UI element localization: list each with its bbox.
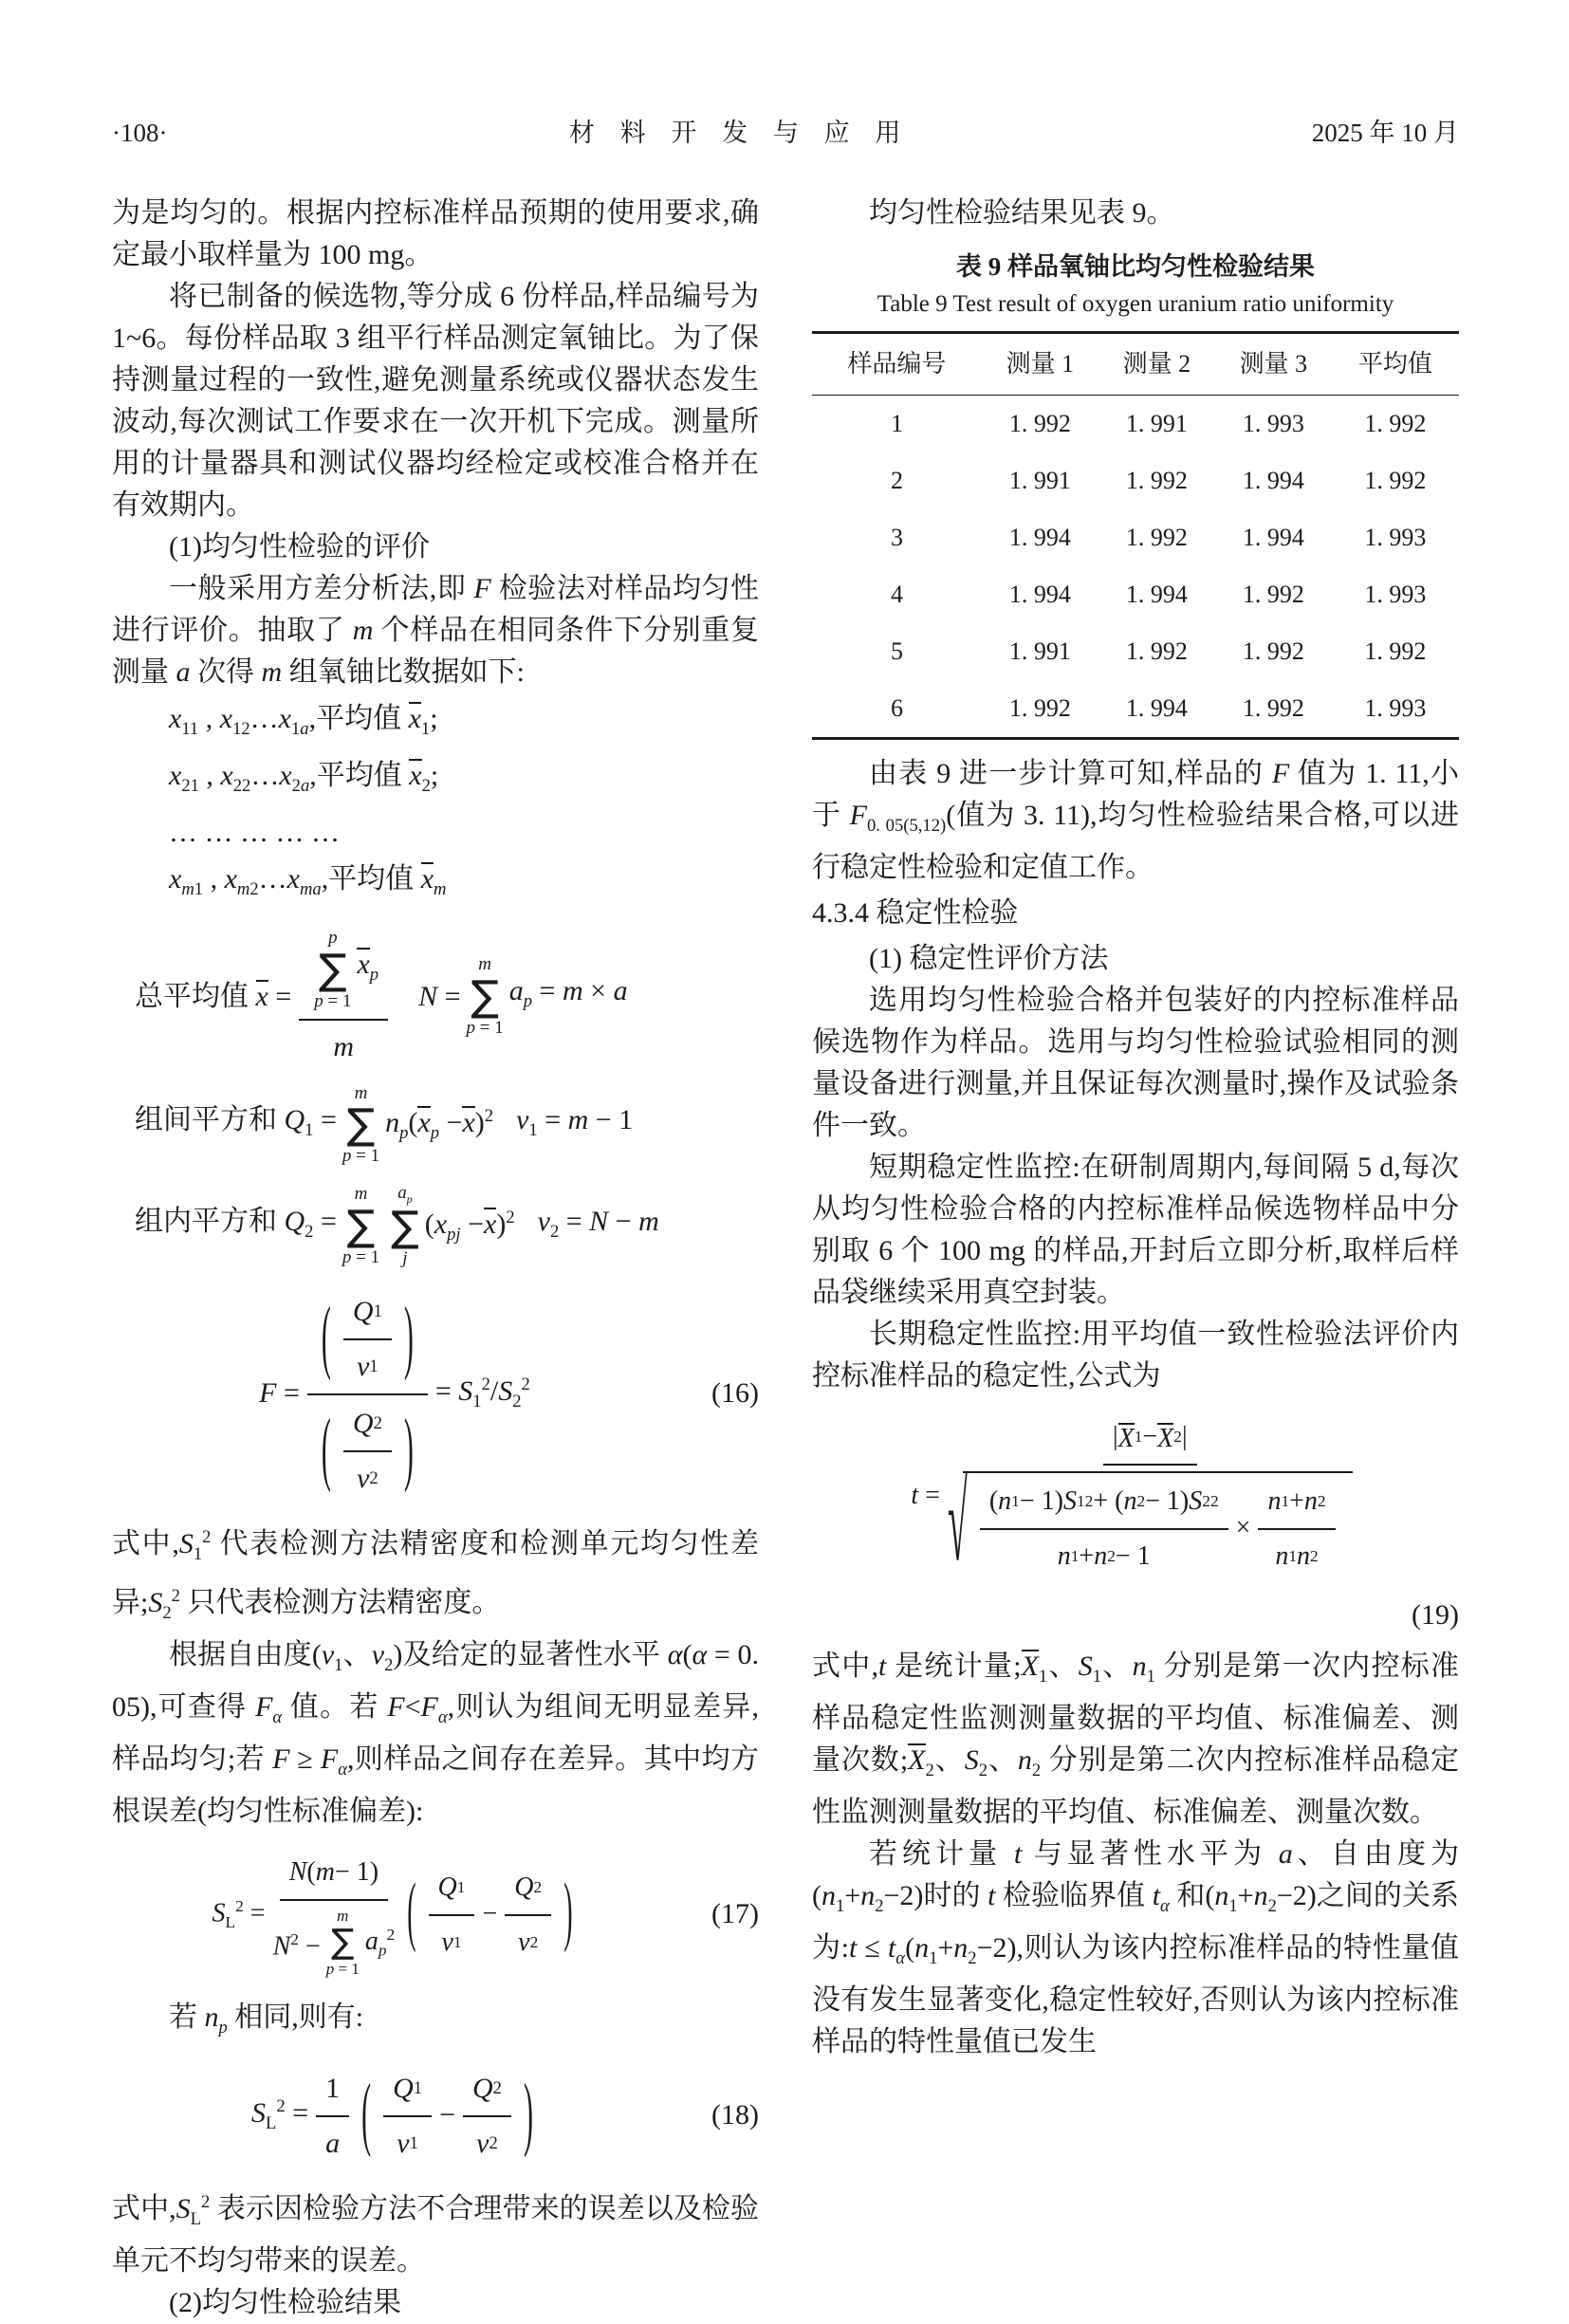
formula-between-group <box>135 1083 759 1169</box>
left-paren: ( <box>321 1291 331 1383</box>
denominator: ν 2 <box>476 2127 498 2159</box>
table-cell: 1. 992 <box>1364 410 1427 437</box>
square-root <box>947 1462 1353 1587</box>
right-paren: ) <box>523 2068 533 2160</box>
table-cell: 1. 993 <box>1364 581 1427 608</box>
fraction <box>343 1401 392 1500</box>
numerator: n 1 + n 2 <box>1258 1479 1335 1530</box>
table-cell: 1. 994 <box>1125 694 1188 722</box>
formula-within-group <box>135 1183 759 1270</box>
table-cell: 6 <box>890 694 903 722</box>
sigma-icon: ∑ <box>391 1203 419 1252</box>
table-cell: 1. 992 <box>1125 637 1188 665</box>
equation-body <box>112 1850 677 1980</box>
minus-sign: − <box>439 2098 455 2130</box>
section-heading: 4.3.4 稳定性检验 <box>812 897 1019 929</box>
equation-18 <box>112 2066 759 2165</box>
list-item-heading: (1)均匀性检验的评价 <box>169 531 430 563</box>
denominator: m <box>333 1030 354 1062</box>
table-cell: 1 <box>890 410 903 437</box>
formula-tail: $\nu_2 = N - m$ <box>537 1205 659 1242</box>
fraction <box>316 2066 349 2165</box>
column-header: 样品编号 <box>812 333 982 396</box>
sum-lower-limit: p = 1 <box>341 1146 380 1167</box>
table-cell: 1. 992 <box>1125 467 1188 494</box>
right-column <box>812 193 1459 2324</box>
paragraph: 为是均匀的。根据内控标准样品预期的使用要求,确定最小取样量为 100 mg。 <box>112 197 759 270</box>
data-series-line: $x_{m1}$ , $x_{m2}\dots x_{ma}$,平均值 $x_m$ <box>169 863 447 899</box>
fraction <box>383 2066 432 2165</box>
page-number: ·108· <box>112 119 168 147</box>
sum-argument: $n_p(x_p -x)^2$ <box>385 1106 494 1144</box>
paragraph: 式中$,S_L^2$ 表示因检验方法不合理带来的误差以及检验单元不均匀带来的误差。 <box>112 2191 760 2277</box>
sigma-icon: ∑ <box>319 945 347 994</box>
fraction <box>307 1287 428 1500</box>
table-cell: 1. 992 <box>1125 524 1188 551</box>
fraction <box>429 1865 475 1964</box>
paragraph: 若 $n_p$ 相同,则有: <box>169 2001 364 2038</box>
table-cell: 1. 991 <box>1008 467 1071 494</box>
data-series-line: $x_{11}$ , $x_{12}\dots x_{1a}$,平均值 $x_1$; <box>169 703 438 739</box>
formula-lead: 总平均值 x = <box>135 980 292 1012</box>
denominator: a <box>325 2127 341 2159</box>
equation-lhs: t = <box>911 1481 940 1510</box>
numerator: Q 2 <box>343 1401 392 1452</box>
denominator <box>273 1901 396 1980</box>
numerator: Q 1 <box>383 2066 432 2117</box>
left-column <box>112 193 759 2324</box>
sum-operator <box>467 954 504 1040</box>
column-header: 平均值 <box>1332 333 1459 396</box>
table-9 <box>812 331 1459 740</box>
numerator: Q 1 <box>343 1289 392 1340</box>
minus-sign: − <box>482 1899 498 1929</box>
sum-lower-limit: p = 1 <box>466 1017 504 1038</box>
table-cell: 1. 993 <box>1364 694 1427 722</box>
table-row <box>812 566 1459 623</box>
fraction <box>505 1865 551 1964</box>
table-cell: 1. 994 <box>1242 467 1304 494</box>
left-paren: ( <box>361 2068 372 2160</box>
sum-upper-limit: m <box>478 954 491 974</box>
numerator: Q 2 <box>505 1865 551 1916</box>
table-cell: 3 <box>890 524 903 551</box>
denominator-term: $a_p^2$ <box>364 1925 396 1960</box>
table-row <box>812 452 1459 509</box>
fraction <box>947 1414 1353 1587</box>
denominator: ν 2 <box>518 1927 539 1958</box>
fraction <box>1258 1479 1335 1577</box>
equation-number: (16) <box>711 1376 759 1409</box>
denominator-term: $N^2$ − <box>272 1929 321 1961</box>
denominator: ν 2 <box>357 1462 378 1494</box>
paragraph: 均匀性检验结果见表 9。 <box>869 197 1175 229</box>
left-paren: ( <box>321 1403 331 1495</box>
table-cell: 1. 994 <box>1125 581 1188 608</box>
equation-body <box>112 1287 677 1500</box>
sum-upper-limit: $a_p$ <box>397 1183 413 1206</box>
table-cell: 1. 993 <box>1364 524 1427 551</box>
fraction <box>299 926 388 1068</box>
table-cell: 1. 992 <box>1364 467 1427 494</box>
sum-lower-limit: p = 1 <box>314 990 352 1011</box>
paragraph: 若统计量 t 与显著性水平为 a、自由度为 $(n_1+n_2-2)$时的 t 检验临界值 $t_\alpha$ 和$(n_1+n_2-2)$之间的关系为:t ≤ $t_\alpha(n_1+n_2-2)$,则认为该内控标准样品的特性量值没有发生显著变化,稳定性较好,否则认为该内控标准样品的特性量值已发生 <box>812 1838 1460 2057</box>
fraction <box>980 1479 1228 1577</box>
table-row <box>812 396 1459 453</box>
numerator: | X 1 − X 2 | <box>1103 1414 1197 1466</box>
table-cell: 1. 992 <box>1008 410 1071 437</box>
fraction <box>463 2066 511 2165</box>
table-cell: 1. 992 <box>1242 694 1304 722</box>
table-cell: 1. 993 <box>1242 410 1304 437</box>
sum-upper-limit: m <box>354 1082 368 1103</box>
equation-body <box>812 1414 1459 1587</box>
equation-lhs: F = <box>259 1376 300 1409</box>
sum-operator <box>326 1907 360 1980</box>
list-item-heading: (1) 稳定性评价方法 <box>869 943 1109 974</box>
data-series-line: $x_{21}$ , $x_{22}\dots x_{2a}$,平均值 $x_2$; <box>169 760 439 796</box>
sum-lower-limit: p = 1 <box>341 1247 380 1268</box>
fraction <box>273 1850 396 1980</box>
fraction <box>343 1289 392 1388</box>
journal-title: 材 料 开 发 与 应 用 <box>568 119 911 147</box>
formula-mid: N = <box>418 980 461 1012</box>
numerator: 1 <box>316 2066 349 2117</box>
paragraph: 根据自由度($\nu_1$、$\nu_2$)及给定的显著性水平 α(α = 0. 05),可查得 $F_\alpha$ 值。若 $F<F_\alpha$,则认为组间无明显差异,样品均匀;若 $F \ge F_\alpha$,则样品之间存在差异。其中均方根误差(均匀性标准偏差): <box>112 1638 760 1827</box>
table-row <box>812 680 1459 739</box>
equation-17 <box>112 1850 759 1980</box>
formula-tail: $\nu_1 = m - 1$ <box>516 1103 634 1140</box>
sum-operator <box>342 1083 379 1169</box>
sum-operator <box>391 1183 419 1270</box>
list-item-heading: (2)均匀性检验结果 <box>169 2286 401 2318</box>
equation-number: (18) <box>711 2098 759 2130</box>
radical-icon: √ <box>947 1462 968 1587</box>
sum-lower-limit: p = 1 <box>325 1960 360 1979</box>
denominator: ν 1 <box>357 1350 378 1382</box>
paragraph: 由表 9 进一步计算可知,样品的 F 值为 1. 11,小于 $F_{0. 05(5,12)}$(值为 3. 11),均匀性检验结果合格,可以进行稳定性检验和定值工作。 <box>812 758 1460 883</box>
sum-operator <box>342 1184 379 1269</box>
table-cell: 1. 991 <box>1008 637 1071 665</box>
column-header: 测量 2 <box>1098 333 1215 396</box>
numerator: N ( m − 1) <box>280 1850 388 1901</box>
right-paren: ) <box>563 1870 573 1956</box>
formula-lead: 组内平方和 $Q_2$ = <box>135 1205 337 1242</box>
table-cell: 1. 992 <box>1242 581 1304 608</box>
times-sign: × <box>1235 1513 1251 1542</box>
table-cell: 1. 994 <box>1008 524 1071 551</box>
paragraph: 长期稳定性监控:用平均值一致性检验法评价内控标准样品的稳定性,公式为 <box>812 1319 1459 1392</box>
formula-grand-mean <box>135 926 759 1068</box>
table-row <box>812 509 1459 566</box>
column-header: 测量 1 <box>982 333 1098 396</box>
sigma-icon: ∑ <box>471 971 499 1021</box>
formula-lead: 组间平方和 $Q_1$ = <box>135 1103 337 1140</box>
equation-lhs: $S_L^2$ = <box>212 1896 266 1931</box>
sigma-icon: ∑ <box>346 1100 376 1150</box>
sum-argument: $x_p$ <box>357 949 379 986</box>
paragraph: 一般采用方差分析法,即 F 检验法对样品均匀性进行评价。抽取了 m 个样品在相同条件下分别重复测量 a 次得 m 组氧铀比数据如下: <box>112 573 760 688</box>
table-cell: 1. 992 <box>1008 694 1071 722</box>
paragraph: 式中,t 是统计量$;X_1$、$S_1$、$n_1$ 分别是第一次内控标准样品稳定性监测测量数据的平均值、标准偏差、测量次数$;X_2$、$S_2$、$n_2$ 分别是第二次内控标准样品稳定性监测测量数据的平均值、标准偏差、测量次数。 <box>812 1651 1460 1828</box>
equation-lhs: $S_L^2$ = <box>251 2095 309 2133</box>
column-header: 测量 3 <box>1215 333 1332 396</box>
issue-date: 2025 年 10 月 <box>1311 119 1459 147</box>
table-row <box>812 623 1459 680</box>
paragraph: 式中$,S_1^2$ 代表检测方法精密度和检测单元均匀性差异$;S_2^2$ 只代表检测方法精密度。 <box>112 1526 760 1623</box>
sum-lower-limit: j <box>402 1248 408 1269</box>
denominator <box>947 1462 1353 1587</box>
sum-operator <box>314 928 351 1013</box>
denominator: ν 1 <box>397 2127 418 2159</box>
left-paren: ( <box>407 1870 416 1956</box>
sigma-icon: ∑ <box>346 1202 376 1251</box>
table-caption-cn: 表 9 样品氧铀比均匀性检验结果 <box>956 252 1315 281</box>
table-cell: 1. 991 <box>1125 410 1188 437</box>
ellipsis-line: … … … … … <box>169 817 340 848</box>
sigma-icon: ∑ <box>331 1923 355 1963</box>
right-paren: ) <box>403 1403 414 1495</box>
paper-page <box>112 112 1459 2324</box>
sum-argument: $(x_{pj} -x)^2$ <box>424 1208 515 1245</box>
sum-upper-limit: m <box>337 1906 349 1925</box>
equation-body <box>112 2066 677 2165</box>
equation-16 <box>112 1287 759 1500</box>
table-cell: 1. 992 <box>1364 637 1427 665</box>
table-caption-en: Table 9 Test result of oxygen uranium ratio uniformity <box>877 291 1394 317</box>
denominator: n 1 + n 2 − 1 <box>1057 1541 1151 1571</box>
formula-tail: $a_p = m \times a$ <box>508 975 628 1012</box>
table-header-row <box>812 333 1459 396</box>
two-column-body <box>112 193 1459 2324</box>
table-cell: 1. 994 <box>1008 581 1071 608</box>
numerator: Q 1 <box>429 1865 475 1916</box>
numerator: ( n 1 − 1) S 1 2 + ( n 2 − 1) S 2 2 <box>980 1479 1228 1530</box>
numerator: Q 2 <box>463 2066 511 2117</box>
equation-19 <box>812 1414 1459 1587</box>
running-header <box>112 112 1459 149</box>
paragraph: 选用均匀性检验合格并包装好的内控标准样品候选物作为样品。选用与均匀性检验试验相同的测量设备进行测量,并且保证每次测量时,操作及试验条件一致。 <box>812 985 1459 1141</box>
sum-upper-limit: p <box>328 928 338 948</box>
right-paren: ) <box>403 1291 414 1383</box>
paragraph: 短期稳定性监控:在研制周期内,每间隔 5 d,每次从均匀性检验合格的内控标准样品候选物样品中分别取 6 个 100 mg 的样品,开封后立即分析,取样后样品袋继续采用真空封装。 <box>812 1152 1459 1308</box>
denominator: n 1 n 2 <box>1275 1541 1319 1571</box>
equation-number: (17) <box>711 1898 759 1930</box>
equation-rhs: = $S_1^2/S_2^2$ <box>434 1374 530 1411</box>
table-cell: 5 <box>890 637 903 665</box>
equation-number: (19) <box>1412 1599 1459 1631</box>
table-cell: 1. 992 <box>1242 637 1304 665</box>
denominator: ν 1 <box>441 1927 462 1958</box>
table-cell: 1. 994 <box>1242 524 1304 551</box>
table-cell: 4 <box>890 581 903 608</box>
table-cell: 2 <box>890 467 903 494</box>
paragraph: 将已制备的候选物,等分成 6 份样品,样品编号为 1~6。每份样品取 3 组平行样品测定氧铀比。为了保持测量过程的一致性,避免测量系统或仪器状态发生波动,每次测试工作要求在一次开机下完成。测量所用的计量器具和测试仪器均经检定或校准合格并在有效期内。 <box>112 281 759 521</box>
sum-upper-limit: m <box>354 1184 368 1205</box>
